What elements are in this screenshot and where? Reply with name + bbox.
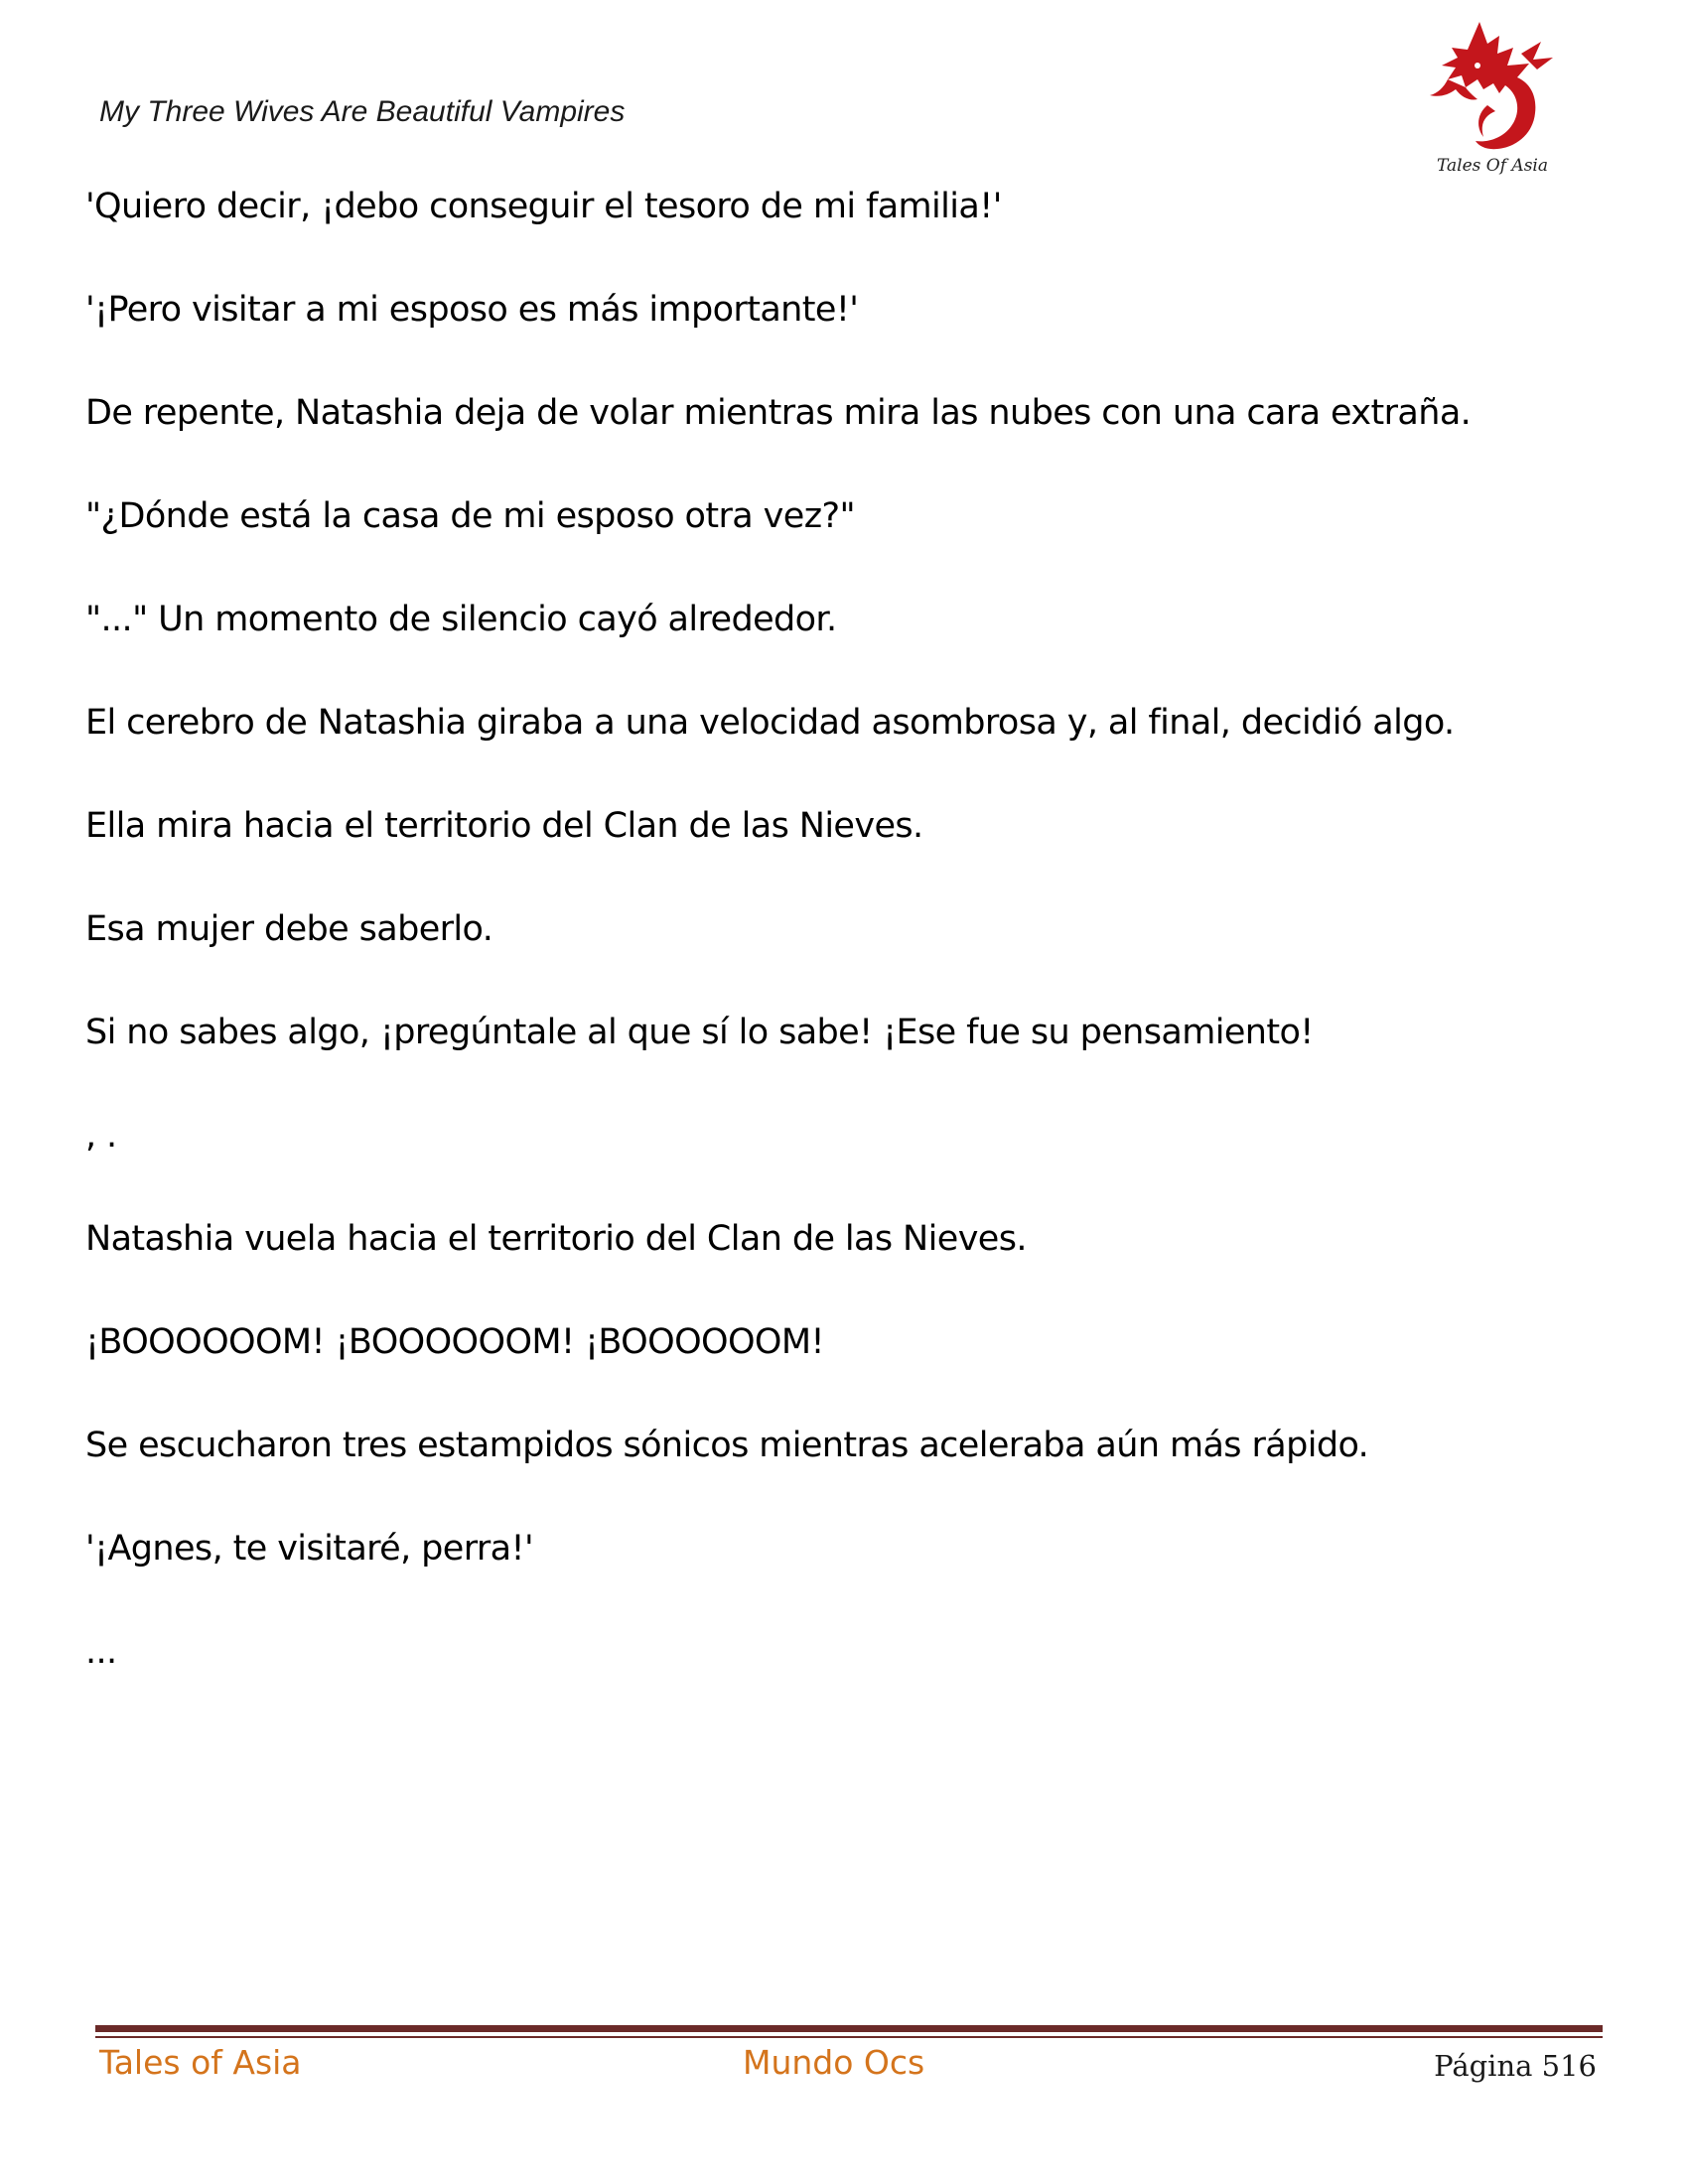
paragraph: De repente, Natashia deja de volar mientras mira las nubes con una cara extraña.	[85, 393, 1472, 433]
paragraph: Se escucharon tres estampidos sónicos mientras aceleraba aún más rápido.	[85, 1426, 1369, 1465]
book-title: My Three Wives Are Beautiful Vampires	[99, 95, 626, 128]
paragraph: 'Quiero decir, ¡debo conseguir el tesoro de mi familia!'	[85, 187, 1002, 226]
paragraph: "..." Un momento de silencio cayó alrededor.	[85, 600, 837, 639]
paragraph: Esa mujer debe saberlo.	[85, 909, 493, 949]
chapter-body	[85, 177, 1595, 1725]
paragraph: '¡Pero visitar a mi esposo es más importante!'	[85, 290, 859, 330]
tales-of-asia-logo	[1418, 14, 1567, 183]
footer-rule	[95, 2025, 1603, 2032]
paragraph: "¿Dónde está la casa de mi esposo otra vez?"	[85, 496, 855, 536]
logo-text: Tales Of Asia	[1437, 156, 1548, 176]
footer-site-name: Tales of Asia	[99, 2043, 302, 2082]
dragon-logo-icon	[1418, 14, 1567, 183]
paragraph: Ella mira hacia el territorio del Clan de las Nieves.	[85, 806, 923, 846]
paragraph: El cerebro de Natashia giraba a una velocidad asombrosa y, al final, decidió algo.	[85, 703, 1455, 743]
paragraph: Natashia vuela hacia el territorio del Clan de las Nieves.	[85, 1219, 1027, 1259]
paragraph: , .	[85, 1116, 117, 1156]
footer-rule-thin	[95, 2036, 1603, 2038]
paragraph: ...	[85, 1632, 117, 1672]
paragraph: '¡Agnes, te visitaré, perra!'	[85, 1529, 533, 1569]
paragraph: Si no sabes algo, ¡pregúntale al que sí lo sabe! ¡Ese fue su pensamiento!	[85, 1013, 1314, 1052]
page-number: Página 516	[1434, 2049, 1597, 2083]
footer-translator: Mundo Ocs	[743, 2043, 925, 2082]
paragraph: ¡BOOOOOOM! ¡BOOOOOOM! ¡BOOOOOOM!	[85, 1322, 824, 1362]
